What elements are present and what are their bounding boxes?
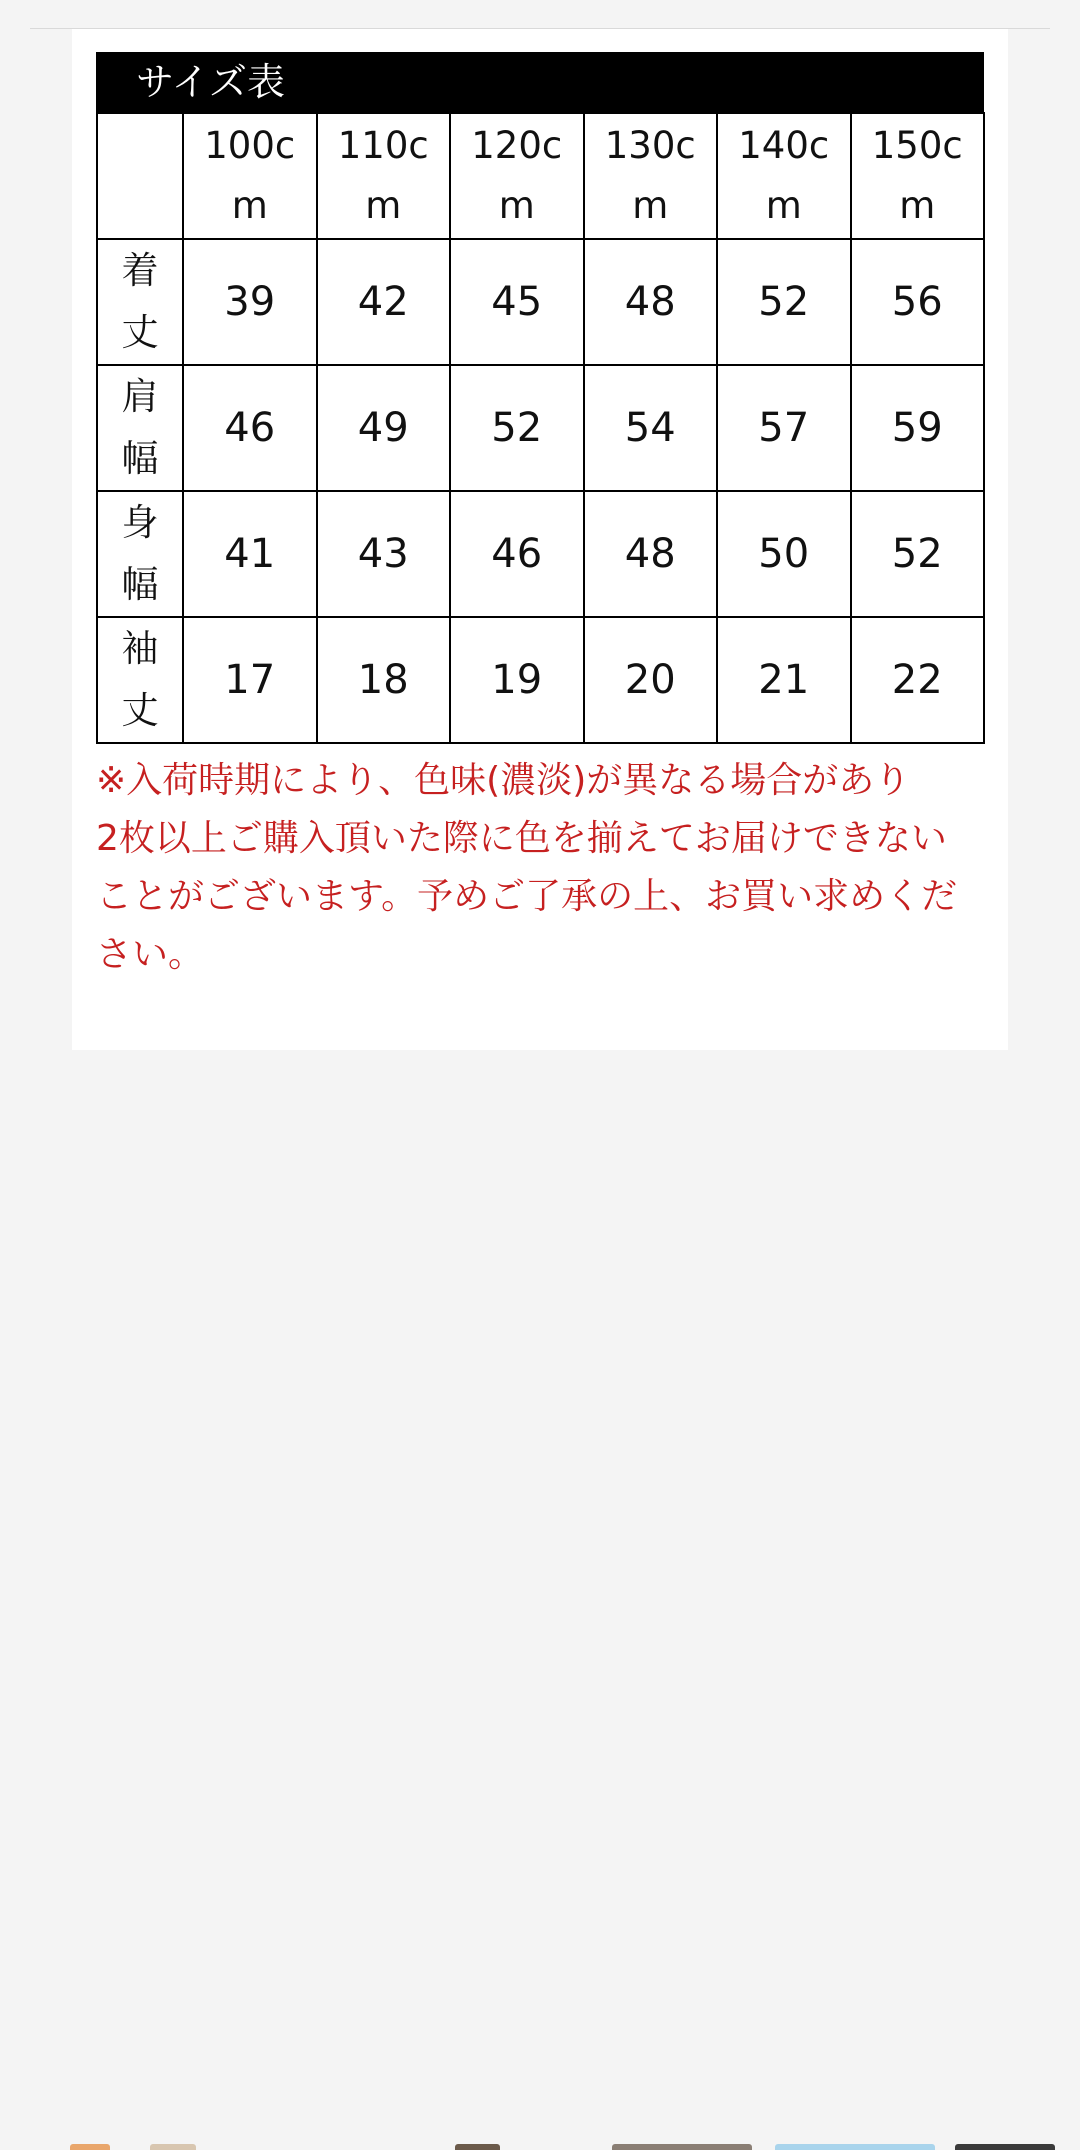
value-cell: 56 bbox=[851, 239, 985, 365]
value-cell: 57 bbox=[717, 365, 851, 491]
row-label-cell: 袖丈 bbox=[97, 617, 183, 743]
value-cell: 21 bbox=[717, 617, 851, 743]
table-row bbox=[97, 491, 984, 617]
value-cell: 43 bbox=[317, 491, 451, 617]
value-cell: 52 bbox=[851, 491, 985, 617]
corner-cell bbox=[97, 113, 183, 239]
multiple-purchase-note: 2枚以上ご購入頂いた際に色を揃えてお届けできないことがございます。予めご了承の上、お買い求めください。 bbox=[96, 818, 958, 975]
row-label-cell: 着丈 bbox=[97, 239, 183, 365]
table-row bbox=[97, 239, 984, 365]
row-label-cell: 肩幅 bbox=[97, 365, 183, 491]
size-header-cell: 110cm bbox=[317, 113, 451, 239]
notice-text bbox=[96, 752, 976, 984]
value-cell: 41 bbox=[183, 491, 317, 617]
size-header-cell: 120cm bbox=[450, 113, 584, 239]
value-cell: 20 bbox=[584, 617, 718, 743]
size-header-row bbox=[97, 113, 984, 239]
value-cell: 49 bbox=[317, 365, 451, 491]
value-cell: 59 bbox=[851, 365, 985, 491]
value-cell: 39 bbox=[183, 239, 317, 365]
value-cell: 54 bbox=[584, 365, 718, 491]
size-header-cell: 130cm bbox=[584, 113, 718, 239]
size-chart-title: サイズ表 bbox=[96, 52, 984, 112]
size-header-cell: 100cm bbox=[183, 113, 317, 239]
value-cell: 18 bbox=[317, 617, 451, 743]
value-cell: 48 bbox=[584, 239, 718, 365]
thumbnail[interactable] bbox=[775, 2144, 935, 2150]
table-row bbox=[97, 365, 984, 491]
thumbnail-strip bbox=[0, 1070, 1080, 1080]
value-cell: 52 bbox=[717, 239, 851, 365]
value-cell: 17 bbox=[183, 617, 317, 743]
size-header-cell: 150cm bbox=[851, 113, 985, 239]
size-table bbox=[96, 112, 985, 744]
thumbnail[interactable] bbox=[455, 2144, 500, 2150]
thumbnail[interactable] bbox=[70, 2144, 110, 2150]
table-row bbox=[97, 617, 984, 743]
value-cell: 46 bbox=[450, 491, 584, 617]
value-cell: 52 bbox=[450, 365, 584, 491]
value-cell: 45 bbox=[450, 239, 584, 365]
value-cell: 22 bbox=[851, 617, 985, 743]
color-variation-note: ※入荷時期により、色味(濃淡)が異なる場合があり bbox=[96, 760, 911, 801]
value-cell: 50 bbox=[717, 491, 851, 617]
thumbnail[interactable] bbox=[955, 2144, 1055, 2150]
thumbnail[interactable] bbox=[150, 2144, 196, 2150]
size-header-cell: 140cm bbox=[717, 113, 851, 239]
value-cell: 46 bbox=[183, 365, 317, 491]
value-cell: 42 bbox=[317, 239, 451, 365]
value-cell: 48 bbox=[584, 491, 718, 617]
value-cell: 19 bbox=[450, 617, 584, 743]
row-label-cell: 身幅 bbox=[97, 491, 183, 617]
thumbnail[interactable] bbox=[612, 2144, 752, 2150]
